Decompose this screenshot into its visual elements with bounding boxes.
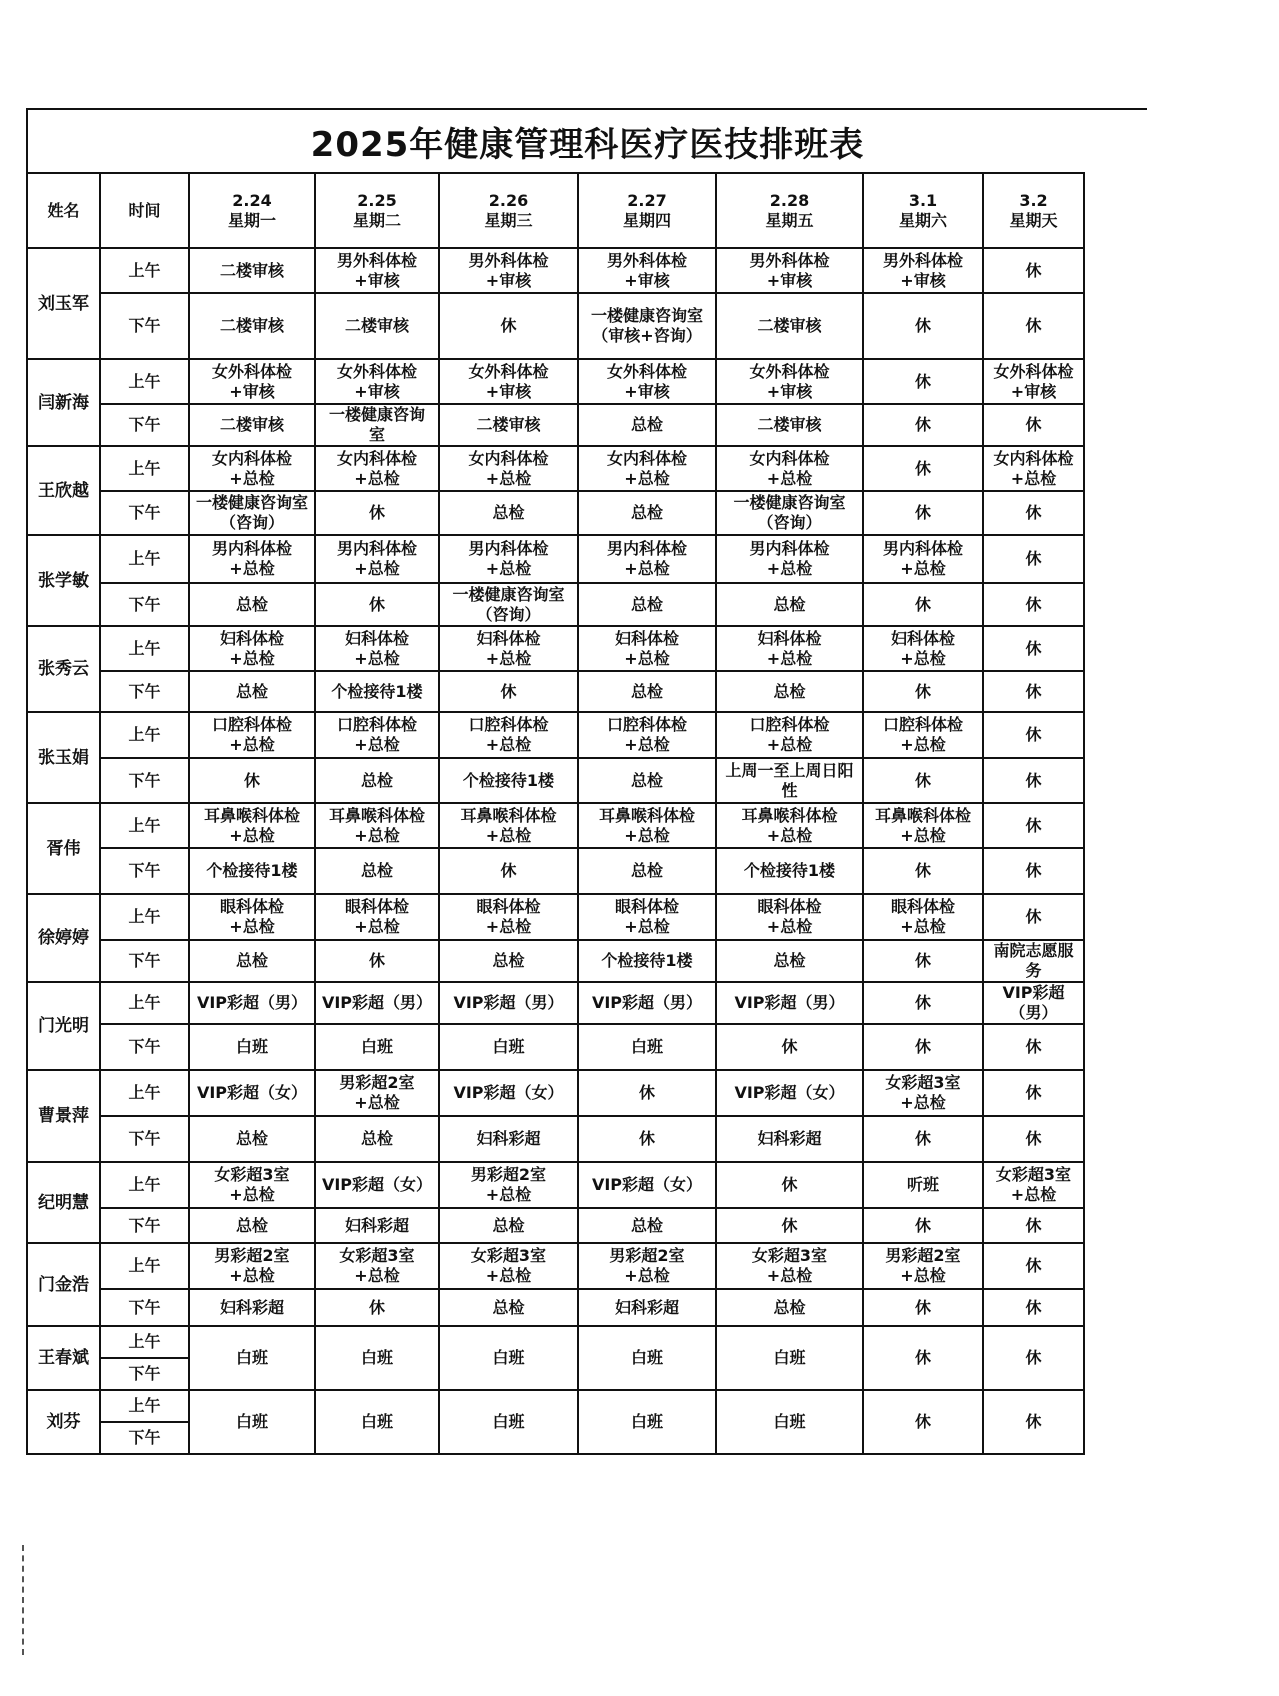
staff-name: 王春斌 [27,1326,100,1390]
shift-cell: 男彩超2室 +总检 [578,1243,716,1289]
table-row [27,848,1084,894]
shift-cell: 男彩超2室 +总检 [863,1243,983,1289]
period-label: 下午 [100,491,189,535]
staff-name: 张玉娟 [27,712,100,803]
day-date: 2.25 [357,190,397,210]
shift-cell: 女彩超3室 +总检 [315,1243,439,1289]
day-date: 2.26 [488,190,529,210]
shift-cell: 休 [863,848,983,894]
shift-cell: 妇科彩超 [578,1289,716,1326]
shift-cell: 白班 [189,1024,315,1070]
shift-cell: 休 [983,1326,1084,1390]
period-label: 下午 [100,1024,189,1070]
shift-cell: 总检 [578,491,716,535]
schedule-table [26,172,1085,1455]
shift-cell: 女彩超3室 +总检 [863,1070,983,1116]
shift-cell: 眼科体检 +总检 [439,894,578,940]
table-row [27,404,1084,446]
shift-cell: 总检 [189,940,315,982]
shift-cell: 女彩超3室 +总检 [439,1243,578,1289]
staff-name: 门金浩 [27,1243,100,1326]
shift-cell: 妇科体检 +总检 [863,626,983,671]
shift-cell: 白班 [578,1024,716,1070]
shift-cell: 男内科体检 +总检 [578,535,716,583]
name-column-header: 姓名 [27,173,100,248]
period-label: 上午 [100,712,189,758]
shift-cell: 总检 [439,491,578,535]
table-row [27,1208,1084,1243]
shift-cell: 妇科体检 +总检 [189,626,315,671]
shift-cell: 眼科体检 +总检 [315,894,439,940]
shift-cell: VIP彩超（女） [578,1162,716,1208]
shift-cell: VIP彩超（男） [315,982,439,1024]
shift-cell: 休 [983,535,1084,583]
shift-cell: 休 [578,1070,716,1116]
shift-cell: 女内科体检 +总检 [716,446,863,491]
staff-name: 王欣越 [27,446,100,535]
shift-cell: 白班 [578,1326,716,1390]
shift-cell: 总检 [315,1116,439,1162]
shift-cell: 耳鼻喉科体检 +总检 [716,803,863,848]
shift-cell: 休 [863,1326,983,1390]
shift-cell: 休 [863,1116,983,1162]
shift-cell: 男彩超2室 +总检 [315,1070,439,1116]
shift-cell: 总检 [315,848,439,894]
shift-cell: 总检 [716,940,863,982]
scan-edge-marks [22,1545,26,1655]
period-label: 上午 [100,359,189,404]
staff-name: 徐婷婷 [27,894,100,982]
shift-cell: 妇科彩超 [716,1116,863,1162]
shift-cell: 休 [315,940,439,982]
shift-cell: 总检 [189,1208,315,1243]
period-label: 上午 [100,535,189,583]
shift-cell: 休 [983,491,1084,535]
shift-cell: 女内科体检 +总检 [578,446,716,491]
shift-cell: 总检 [439,1208,578,1243]
period-label: 下午 [100,293,189,359]
shift-cell: 女内科体检 +总检 [983,446,1084,491]
page-title: 2025年健康管理科医疗医技排班表 [310,124,865,165]
shift-cell: 休 [983,1208,1084,1243]
shift-cell: 妇科体检 +总检 [716,626,863,671]
shift-cell: 休 [983,626,1084,671]
shift-cell: 白班 [189,1390,315,1454]
table-row [27,359,1084,404]
shift-cell: 女内科体检 +总检 [189,446,315,491]
shift-cell: 休 [439,671,578,712]
shift-cell: 休 [983,1390,1084,1454]
table-row [27,803,1084,848]
shift-cell: VIP彩超（男） [716,982,863,1024]
period-label: 上午 [100,248,189,293]
shift-cell: 妇科体检 +总检 [578,626,716,671]
shift-cell: 二楼审核 [315,293,439,359]
table-row [27,1289,1084,1326]
shift-cell: 妇科体检 +总检 [439,626,578,671]
shift-cell: 妇科体检 +总检 [315,626,439,671]
period-label: 下午 [100,848,189,894]
shift-cell: 耳鼻喉科体检 +总检 [439,803,578,848]
title-row [26,108,1147,172]
shift-cell: 听班 [863,1162,983,1208]
staff-name: 曹景萍 [27,1070,100,1162]
shift-cell: 男外科体检 +审核 [578,248,716,293]
period-label: 上午 [100,982,189,1024]
shift-cell: 个检接待1楼 [189,848,315,894]
table-row [27,446,1084,491]
shift-cell: 休 [983,848,1084,894]
shift-cell: 妇科彩超 [315,1208,439,1243]
shift-cell: 休 [863,982,983,1024]
shift-cell: 耳鼻喉科体检 +总检 [578,803,716,848]
day-column-header [189,173,315,248]
shift-cell: 一楼健康咨询室 （咨询） [189,491,315,535]
shift-cell: 休 [863,583,983,626]
period-label: 下午 [100,940,189,982]
shift-cell: 休 [578,1116,716,1162]
period-label: 上午 [100,1243,189,1289]
day-date: 2.27 [627,190,667,210]
day-column-header [315,173,439,248]
shift-cell: 休 [983,293,1084,359]
shift-cell: 休 [716,1208,863,1243]
shift-cell: 男外科体检 +审核 [315,248,439,293]
shift-cell: 二楼审核 [189,404,315,446]
shift-cell: 男外科体检 +审核 [716,248,863,293]
shift-cell: 休 [189,758,315,803]
table-row [27,940,1084,982]
table-row [27,583,1084,626]
period-label: 上午 [100,1326,189,1358]
period-label: 下午 [100,758,189,803]
table-row [27,1162,1084,1208]
staff-name: 胥伟 [27,803,100,894]
shift-cell: 一楼健康咨询室 （咨询） [716,491,863,535]
shift-cell: 二楼审核 [189,293,315,359]
shift-cell: 休 [983,1243,1084,1289]
shift-cell: 口腔科体检 +总检 [189,712,315,758]
shift-cell: 口腔科体检 +总检 [578,712,716,758]
shift-cell: 白班 [315,1024,439,1070]
day-column-header [983,173,1084,248]
shift-cell: 休 [863,491,983,535]
table-row [27,671,1084,712]
shift-cell: 总检 [578,404,716,446]
period-label: 上午 [100,626,189,671]
shift-cell: 休 [983,1024,1084,1070]
shift-cell: 女内科体检 +总检 [315,446,439,491]
shift-cell: 男内科体检 +总检 [189,535,315,583]
shift-cell: 总检 [189,1116,315,1162]
shift-cell: 休 [983,248,1084,293]
shift-cell: 南院志愿服务 [983,940,1084,982]
day-date: 2.24 [232,190,272,210]
shift-cell: 二楼审核 [439,404,578,446]
shift-cell: 男外科体检 +审核 [863,248,983,293]
shift-cell: 休 [983,1070,1084,1116]
shift-cell: 上周一至上周日阳 性 [716,758,863,803]
shift-cell: 休 [863,1289,983,1326]
time-column-header: 时间 [100,173,189,248]
table-row [27,1326,1084,1358]
table-row [27,626,1084,671]
shift-cell: 女外科体检 +审核 [578,359,716,404]
shift-cell: 休 [863,446,983,491]
shift-cell: 休 [983,1116,1084,1162]
shift-cell: 一楼健康咨询 室 [315,404,439,446]
shift-cell: VIP彩超（女） [315,1162,439,1208]
period-label: 下午 [100,404,189,446]
shift-cell: 妇科彩超 [189,1289,315,1326]
staff-name: 纪明慧 [27,1162,100,1243]
shift-cell: 女彩超3室 +总检 [189,1162,315,1208]
shift-cell: 妇科彩超 [439,1116,578,1162]
shift-cell: 个检接待1楼 [578,940,716,982]
shift-cell: 休 [863,359,983,404]
shift-cell: 休 [315,491,439,535]
table-row [27,982,1084,1024]
staff-name: 刘芬 [27,1390,100,1454]
shift-cell: 休 [983,803,1084,848]
shift-cell: 总检 [578,758,716,803]
shift-cell: 总检 [439,940,578,982]
shift-cell: 休 [983,404,1084,446]
shift-cell: 休 [863,758,983,803]
day-weekday: 星期六 [898,210,947,230]
shift-cell: VIP彩超（女） [439,1070,578,1116]
period-label: 上午 [100,894,189,940]
table-row [27,535,1084,583]
shift-cell: 白班 [439,1024,578,1070]
period-label: 上午 [100,1390,189,1422]
day-column-header [716,173,863,248]
period-label: 下午 [100,1208,189,1243]
day-weekday: 星期四 [622,210,671,230]
shift-cell: 口腔科体检 +总检 [439,712,578,758]
shift-cell: 耳鼻喉科体检 +总检 [189,803,315,848]
shift-cell: 白班 [315,1390,439,1454]
shift-cell: 总检 [315,758,439,803]
shift-cell: 耳鼻喉科体检 +总检 [315,803,439,848]
table-row [27,1024,1084,1070]
period-label: 下午 [100,583,189,626]
shift-cell: 女外科体检 +审核 [716,359,863,404]
shift-cell: 休 [315,583,439,626]
shift-cell: VIP彩超（女） [716,1070,863,1116]
shift-cell: 白班 [439,1390,578,1454]
day-column-header [863,173,983,248]
shift-cell: VIP彩超（男） [189,982,315,1024]
shift-cell: 总检 [189,583,315,626]
shift-cell: 休 [983,671,1084,712]
period-label: 下午 [100,671,189,712]
shift-cell: 眼科体检 +总检 [189,894,315,940]
shift-cell: 休 [863,940,983,982]
shift-cell: 总检 [578,1208,716,1243]
day-weekday: 星期天 [1009,210,1058,230]
shift-cell: 总检 [578,671,716,712]
shift-cell: 白班 [439,1326,578,1390]
shift-cell: 休 [716,1162,863,1208]
period-label: 上午 [100,1070,189,1116]
shift-cell: VIP彩超（男） [578,982,716,1024]
shift-cell: 女内科体检 +总检 [439,446,578,491]
day-date: 2.28 [769,190,810,210]
shift-cell: 男内科体检 +总检 [863,535,983,583]
shift-cell: 总检 [189,671,315,712]
table-row [27,293,1084,359]
day-weekday: 星期一 [227,210,276,230]
table-row [27,491,1084,535]
day-column-header [578,173,716,248]
shift-cell: 女彩超3室 +总检 [716,1243,863,1289]
table-row [27,1390,1084,1422]
staff-name: 闫新海 [27,359,100,446]
shift-cell: 个检接待1楼 [315,671,439,712]
shift-cell: 女彩超3室 +总检 [983,1162,1084,1208]
shift-cell: 个检接待1楼 [716,848,863,894]
shift-cell: 二楼审核 [189,248,315,293]
shift-cell: 休 [983,712,1084,758]
shift-cell: 一楼健康咨询室 （审核+咨询） [578,293,716,359]
shift-cell: 总检 [578,848,716,894]
shift-cell: 男彩超2室 +总检 [189,1243,315,1289]
shift-cell: 白班 [315,1326,439,1390]
shift-cell: 二楼审核 [716,404,863,446]
shift-cell: VIP彩超（女） [189,1070,315,1116]
schedule-sheet [26,108,1147,1455]
day-column-header [439,173,578,248]
shift-cell: 男外科体检 +审核 [439,248,578,293]
shift-cell: 男内科体检 +总检 [716,535,863,583]
shift-cell: 休 [983,894,1084,940]
shift-cell: 眼科体检 +总检 [863,894,983,940]
shift-cell: 白班 [716,1326,863,1390]
shift-cell: 休 [983,583,1084,626]
shift-cell: 女外科体检 +审核 [439,359,578,404]
day-weekday: 星期三 [484,210,533,230]
table-row [27,248,1084,293]
shift-cell: 总检 [716,671,863,712]
shift-cell: 眼科体检 +总检 [578,894,716,940]
table-row [27,712,1084,758]
shift-cell: 一楼健康咨询室 （咨询） [439,583,578,626]
shift-cell: 休 [983,758,1084,803]
shift-cell: 休 [983,1289,1084,1326]
shift-cell: 休 [439,848,578,894]
shift-cell: VIP彩超（男） [439,982,578,1024]
staff-name: 刘玉军 [27,248,100,359]
shift-cell: 休 [439,293,578,359]
period-label: 上午 [100,1162,189,1208]
shift-cell: 休 [863,1208,983,1243]
table-row [27,1116,1084,1162]
day-date: 3.2 [1019,190,1048,210]
staff-name: 门光明 [27,982,100,1070]
shift-cell: 总检 [439,1289,578,1326]
shift-cell: 口腔科体检 +总检 [716,712,863,758]
shift-cell: VIP彩超 （男） [983,982,1084,1024]
day-weekday: 星期二 [352,210,401,230]
period-label: 下午 [100,1116,189,1162]
shift-cell: 口腔科体检 +总检 [863,712,983,758]
shift-cell: 总检 [578,583,716,626]
day-date: 3.1 [908,190,938,210]
staff-name: 张学敏 [27,535,100,626]
shift-cell: 耳鼻喉科体检 +总检 [863,803,983,848]
period-label: 上午 [100,446,189,491]
period-label: 下午 [100,1358,189,1390]
period-label: 下午 [100,1422,189,1454]
shift-cell: 男内科体检 +总检 [315,535,439,583]
table-row [27,1243,1084,1289]
shift-cell: 个检接待1楼 [439,758,578,803]
shift-cell: 女外科体检 +审核 [983,359,1084,404]
table-row [27,758,1084,803]
shift-cell: 男内科体检 +总检 [439,535,578,583]
shift-cell: 白班 [189,1326,315,1390]
staff-name: 张秀云 [27,626,100,712]
shift-cell: 休 [863,1024,983,1070]
period-label: 下午 [100,1289,189,1326]
shift-cell: 眼科体检 +总检 [716,894,863,940]
shift-cell: 二楼审核 [716,293,863,359]
shift-cell: 休 [863,671,983,712]
shift-cell: 休 [863,404,983,446]
shift-cell: 白班 [578,1390,716,1454]
header-row [27,173,1084,248]
shift-cell: 总检 [716,583,863,626]
shift-cell: 休 [863,293,983,359]
table-row [27,1070,1084,1116]
day-weekday: 星期五 [765,210,814,230]
shift-cell: 休 [716,1024,863,1070]
shift-cell: 女外科体检 +审核 [189,359,315,404]
shift-cell: 休 [315,1289,439,1326]
table-row [27,894,1084,940]
period-label: 上午 [100,803,189,848]
shift-cell: 男彩超2室 +总检 [439,1162,578,1208]
shift-cell: 总检 [716,1289,863,1326]
shift-cell: 口腔科体检 +总检 [315,712,439,758]
shift-cell: 白班 [716,1390,863,1454]
shift-cell: 休 [863,1390,983,1454]
shift-cell: 女外科体检 +审核 [315,359,439,404]
